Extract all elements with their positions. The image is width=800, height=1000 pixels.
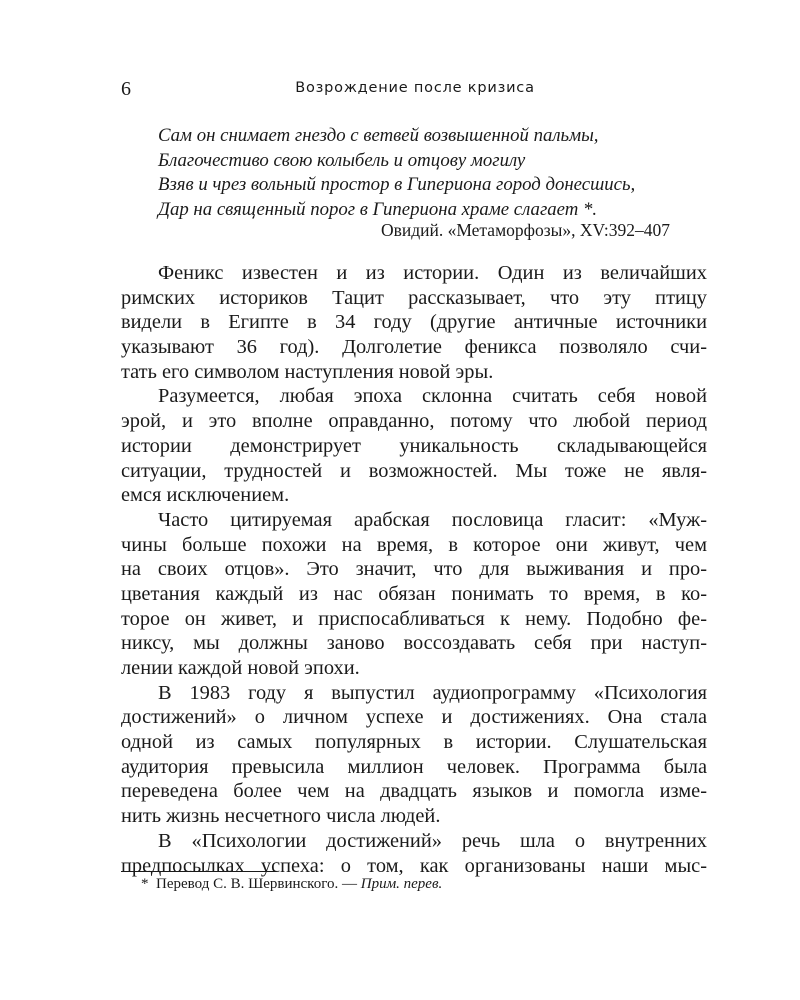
epigraph — [158, 124, 678, 222]
text-line: Феникс известен и из истории. Один из величайших — [158, 262, 707, 284]
epigraph-line: Сам он снимает гнездо с ветвей возвышенной пальмы, — [158, 125, 599, 146]
text-line: торое он живет, и приспосабливаться к нему. Подобно фе- — [121, 607, 707, 630]
epigraph-line: Дар на священный порог в Гипериона храме слагает *. — [158, 198, 598, 220]
footnote — [141, 876, 442, 893]
text-line: на своих отцов». Это значит, что для выживания и про- — [121, 558, 707, 581]
epigraph-line: Взяв и чрез вольный простор в Гипериона город донесшись, — [158, 174, 636, 196]
text-line: цветания каждый из нас обязан понимать то время, в ко- — [121, 582, 707, 605]
text-line: ситуации, трудностей и возможностей. Мы тоже не явля- — [121, 459, 707, 482]
running-head: Возрождение после кризиса — [295, 80, 535, 96]
text-line: лении каждой новой эпохи. — [121, 657, 360, 679]
page-number: 6 — [121, 78, 131, 100]
text-line: В 1983 году я выпустил аудиопрограмму «Психология — [158, 681, 707, 704]
text-line: видели в Египте в 34 году (другие античные источники — [121, 311, 707, 334]
text-line: истории демонстрирует уникальность складывающейся — [121, 434, 707, 457]
text-line: переведена более чем на двадцать языков и помогла изме- — [121, 780, 707, 803]
text-line: римских историков Тацит рассказывает, что эту птицу — [121, 286, 707, 309]
footnote-marker: * — [141, 876, 149, 892]
footnote-emphasis: Прим. перев. — [360, 876, 443, 892]
text-line: чины больше похожи на время, в которое они живут, чем — [121, 533, 707, 556]
text-line: эрой, и это вполне оправданно, потому что любой период — [121, 410, 707, 433]
text-line: емся исключением. — [121, 484, 290, 507]
body-text — [121, 261, 707, 878]
text-line: предпосылках успеха: о том, как организованы наши мыс- — [121, 854, 707, 877]
epigraph-line: Благочестиво свою колыбель и отцову могилу — [158, 149, 526, 171]
footnote-text: Перевод С. В. Шервинского. — — [156, 876, 361, 892]
text-line: нить жизнь несчетного числа людей. — [121, 805, 441, 828]
text-line: тать его символом наступления новой эры. — [121, 360, 494, 383]
footnote-divider — [121, 871, 276, 872]
text-line: достижений» о личном успехе и достижениях. Она стала — [121, 706, 707, 729]
text-line: никсу, мы должны заново воссоздавать себя при наступ- — [121, 632, 707, 655]
epigraph-attribution: Овидий. «Метаморфозы», XV:392–407 — [380, 220, 670, 240]
text-line: аудитория превысила миллион человек. Программа была — [121, 755, 707, 778]
text-line: В «Психологии достижений» речь шла о внутренних — [158, 829, 707, 852]
text-line: Часто цитируемая арабская пословица гласит: «Муж- — [158, 508, 707, 531]
text-line: Разумеется, любая эпоха склонна считать себя новой — [158, 385, 707, 408]
text-line: указывают 36 год). Долголетие феникса позволяло счи- — [121, 336, 707, 359]
text-line: одной из самых популярных в истории. Слушательская — [121, 731, 707, 754]
